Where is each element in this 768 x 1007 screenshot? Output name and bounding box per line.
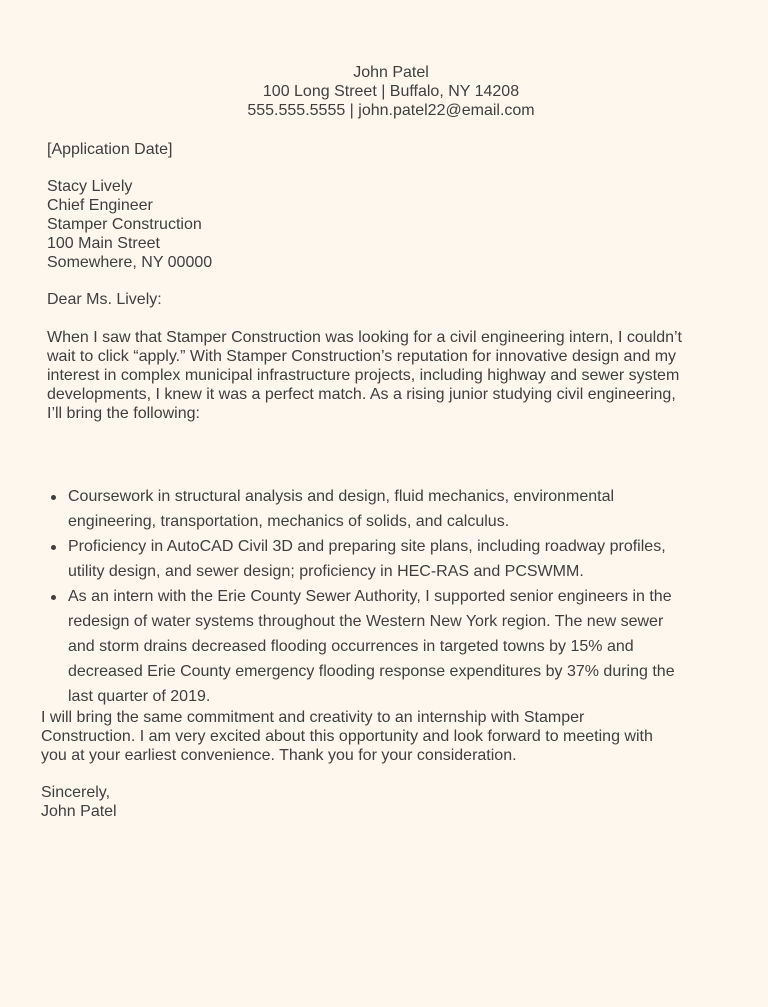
list-item — [68, 584, 748, 709]
intro-paragraph — [47, 328, 737, 423]
list-item-line: Proficiency in AutoCAD Civil 3D and preparing site plans, including roadway profiles, — [68, 538, 666, 555]
list-item-line: Coursework in structural analysis and design, fluid mechanics, environmental — [68, 488, 615, 505]
closing-paragraph — [41, 708, 731, 765]
list-item-line: decreased Erie County emergency flooding response expenditures by 37% during the — [68, 663, 675, 680]
letter-header — [0, 63, 768, 120]
sender-name: John Patel — [353, 64, 429, 81]
list-item — [68, 484, 748, 534]
qualifications-list — [47, 484, 748, 709]
paragraph-line: you at your earliest convenience. Thank you for your consideration. — [41, 747, 517, 764]
list-item-line: utility design, and sewer design; proficiency in HEC-RAS and PCSWMM. — [68, 563, 584, 580]
list-item-line: As an intern with the Erie County Sewer Authority, I supported senior engineers in the — [68, 588, 672, 605]
list-item — [68, 534, 748, 584]
signature: John Patel — [41, 803, 117, 820]
paragraph-line: When I saw that Stamper Construction was looking for a civil engineering intern, I couldn’t — [47, 329, 682, 346]
list-item-line: last quarter of 2019. — [68, 688, 211, 705]
recipient-block — [47, 177, 212, 272]
list-item-line: engineering, transportation, mechanics of solids, and calculus. — [68, 513, 510, 530]
signoff-block — [41, 783, 117, 821]
application-date: [Application Date] — [47, 141, 173, 158]
recipient-name: Stacy Lively — [47, 178, 133, 195]
paragraph-line: interest in complex municipal infrastructure projects, including highway and sewer system — [47, 367, 680, 384]
paragraph-line: wait to click “apply.” With Stamper Construction’s reputation for innovative design and my — [47, 348, 677, 365]
list-item-line: and storm drains decreased flooding occurrences in targeted towns by 15% and — [68, 638, 634, 655]
recipient-street: 100 Main Street — [47, 235, 160, 252]
list-item-line: redesign of water systems throughout the Western New York region. The new sewer — [68, 613, 664, 630]
paragraph-line: Construction. I am very excited about this opportunity and look forward to meeting with — [41, 728, 653, 745]
paragraph-line: I’ll bring the following: — [47, 405, 200, 422]
valediction: Sincerely, — [41, 784, 111, 801]
recipient-city: Somewhere, NY 00000 — [47, 254, 213, 271]
recipient-company: Stamper Construction — [47, 216, 202, 233]
recipient-title: Chief Engineer — [47, 197, 153, 214]
paragraph-line: developments, I knew it was a perfect match. As a rising junior studying civil engineering, — [47, 386, 676, 403]
sender-contact: 555.555.5555 | john.patel22@email.com — [247, 102, 535, 119]
sender-address: 100 Long Street | Buffalo, NY 14208 — [262, 83, 520, 100]
salutation: Dear Ms. Lively: — [47, 291, 162, 308]
paragraph-line: I will bring the same commitment and creativity to an internship with Stamper — [41, 709, 585, 726]
